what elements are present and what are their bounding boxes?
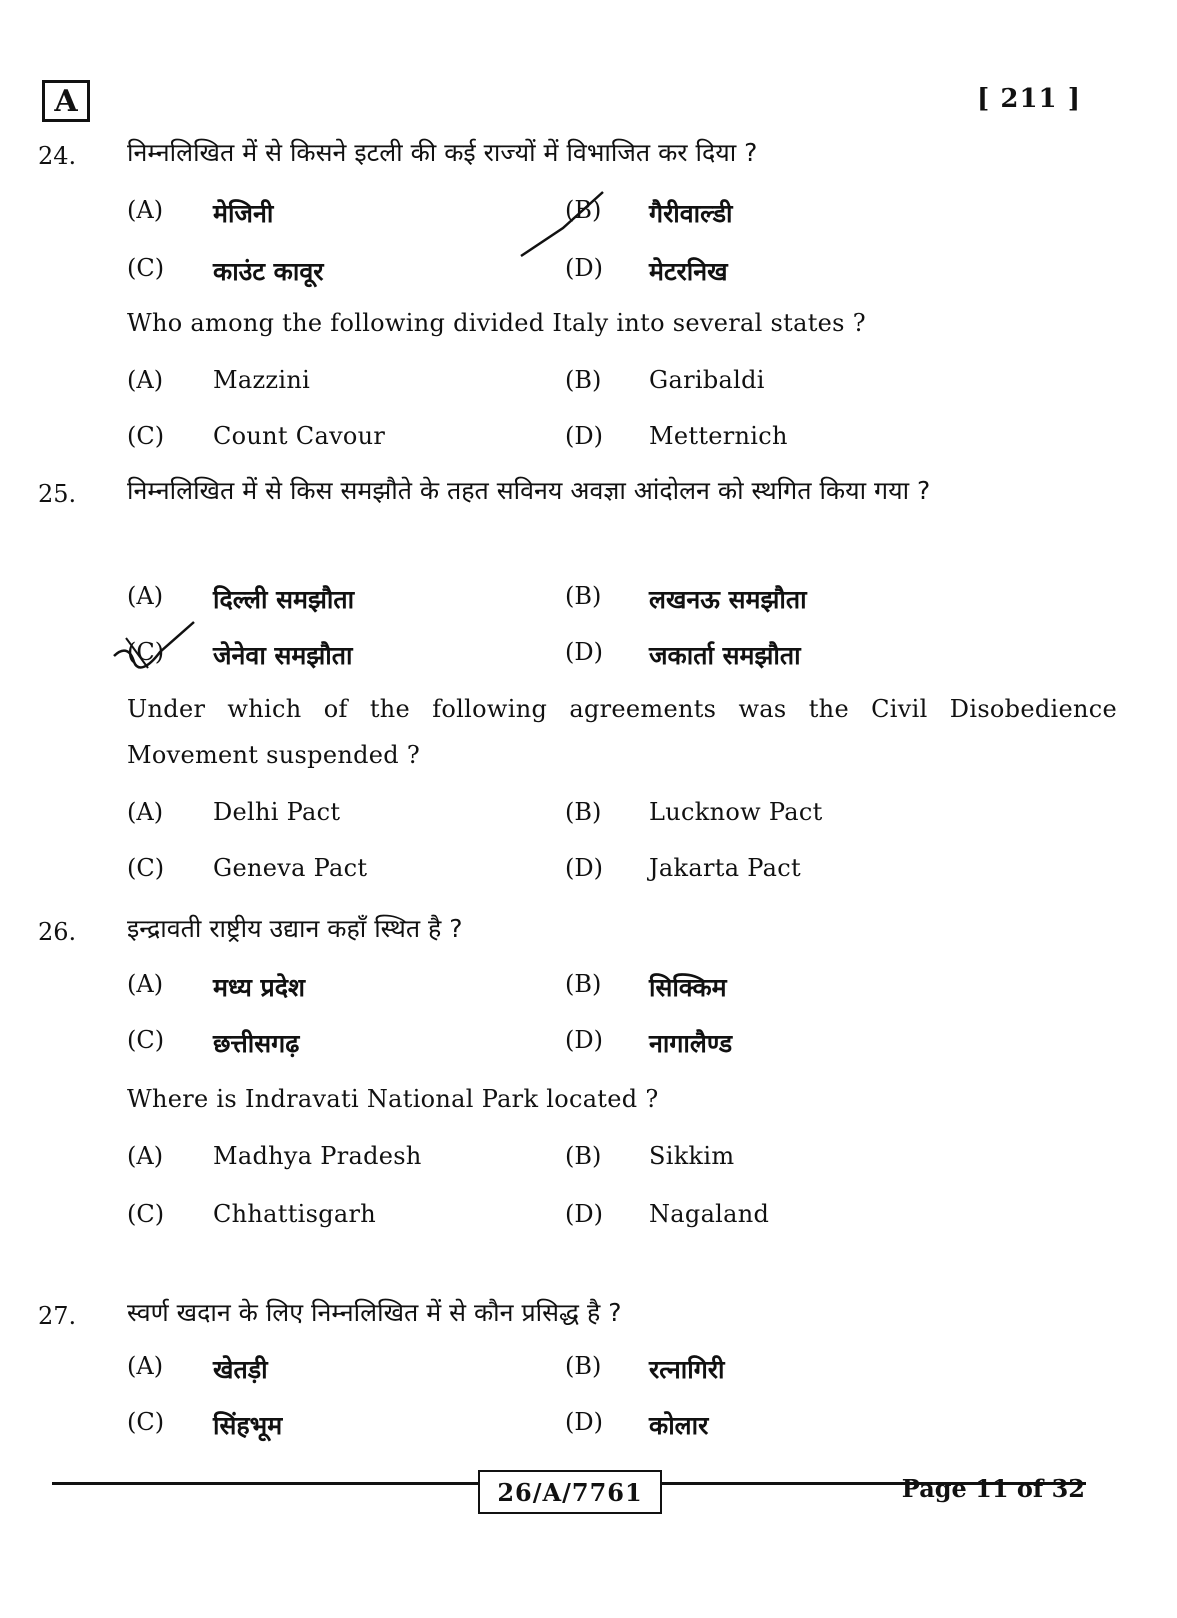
option-text: कोलार	[649, 1411, 709, 1440]
option-letter: (B)	[565, 366, 602, 394]
option-text: Nagaland	[649, 1200, 770, 1228]
option-letter: (B)	[565, 798, 602, 826]
option-letter: (B)	[565, 1142, 602, 1170]
option-letter: (C)	[127, 422, 165, 450]
option-text: सिक्किम	[649, 973, 727, 1002]
option-letter: (A)	[127, 1352, 164, 1380]
option-letter: (B)	[565, 582, 602, 610]
option-letter: (C)	[127, 1200, 165, 1228]
option-text: नागालैण्ड	[649, 1029, 733, 1058]
option-letter: (A)	[127, 196, 164, 224]
answer-tick-mark	[515, 188, 610, 263]
option-text: मेजिनी	[213, 199, 274, 228]
option-text: Mazzini	[213, 366, 311, 394]
option-text: Madhya Pradesh	[213, 1142, 422, 1170]
question-number: 26.	[38, 918, 77, 946]
option-text: सिंहभूम	[213, 1411, 283, 1440]
option-letter: (A)	[127, 798, 164, 826]
option-text: Count Cavour	[213, 422, 386, 450]
option-text: जेनेवा समझौता	[213, 641, 353, 670]
option-letter: (B)	[565, 970, 602, 998]
set-code-box: A	[42, 80, 90, 122]
option-letter: (D)	[565, 1408, 603, 1436]
option-text: Metternich	[649, 422, 788, 450]
answer-tick-mark	[108, 618, 198, 678]
option-text: Sikkim	[649, 1142, 735, 1170]
option-letter: (D)	[565, 254, 603, 282]
option-letter: (A)	[127, 366, 164, 394]
option-text: Lucknow Pact	[649, 798, 823, 826]
option-letter: (C)	[127, 854, 165, 882]
option-letter: (A)	[127, 1142, 164, 1170]
option-text: दिल्ली समझौता	[213, 585, 355, 614]
option-letter: (D)	[565, 854, 603, 882]
question-number: 27.	[38, 1302, 77, 1330]
option-text: मध्य प्रदेश	[213, 973, 306, 1002]
option-text: लखनऊ समझौता	[649, 585, 807, 614]
option-letter: (C)	[127, 638, 165, 666]
question-text-hindi: निम्नलिखित में से किसने इटली की कई राज्यों में विभाजित कर दिया ?	[127, 138, 758, 167]
question-text-hindi: इन्द्रावती राष्ट्रीय उद्यान कहाँ स्थित है ?	[127, 914, 463, 943]
page-code: [ 211 ]	[977, 84, 1081, 114]
option-text: मेटरनिख	[649, 257, 728, 286]
option-text: Chhattisgarh	[213, 1200, 377, 1228]
option-text: खेतड़ी	[213, 1355, 268, 1384]
option-letter: (B)	[565, 1352, 602, 1380]
option-letter: (B)	[565, 196, 602, 224]
option-letter: (C)	[127, 1408, 165, 1436]
page-number: Page 11 of 32	[901, 1474, 1085, 1503]
option-letter: (C)	[127, 254, 165, 282]
question-text-hindi: निम्नलिखित में से किस समझौते के तहत सविनय अवज्ञा आंदोलन को स्थगित किया गया ?	[127, 476, 931, 505]
question-text-hindi: स्वर्ण खदान के लिए निम्नलिखित में से कौन प्रसिद्ध है ?	[127, 1298, 622, 1327]
option-text: Delhi Pact	[213, 798, 341, 826]
option-text: Jakarta Pact	[649, 854, 801, 882]
option-text: रत्नागिरी	[649, 1355, 725, 1384]
question-text-english: Under which of the following agreements was the Civil Disobedience Movement suspended ?	[127, 695, 1117, 769]
option-letter: (A)	[127, 970, 164, 998]
option-letter: (D)	[565, 422, 603, 450]
booklet-code: 26/A/7761	[478, 1470, 662, 1514]
option-text: गैरीवाल्डी	[649, 199, 733, 228]
question-text-english: Where is Indravati National Park located ?	[127, 1085, 659, 1113]
option-letter: (D)	[565, 638, 603, 666]
option-text: जकार्ता समझौता	[649, 641, 801, 670]
question-number: 25.	[38, 480, 77, 508]
option-letter: (D)	[565, 1200, 603, 1228]
option-text: Garibaldi	[649, 366, 765, 394]
option-letter: (A)	[127, 582, 164, 610]
option-text: काउंट कावूर	[213, 257, 324, 286]
option-letter: (D)	[565, 1026, 603, 1054]
option-letter: (C)	[127, 1026, 165, 1054]
question-text-english: Who among the following divided Italy into several states ?	[127, 309, 866, 337]
question-number: 24.	[38, 142, 77, 170]
option-text: Geneva Pact	[213, 854, 368, 882]
option-text: छत्तीसगढ़	[213, 1029, 300, 1058]
